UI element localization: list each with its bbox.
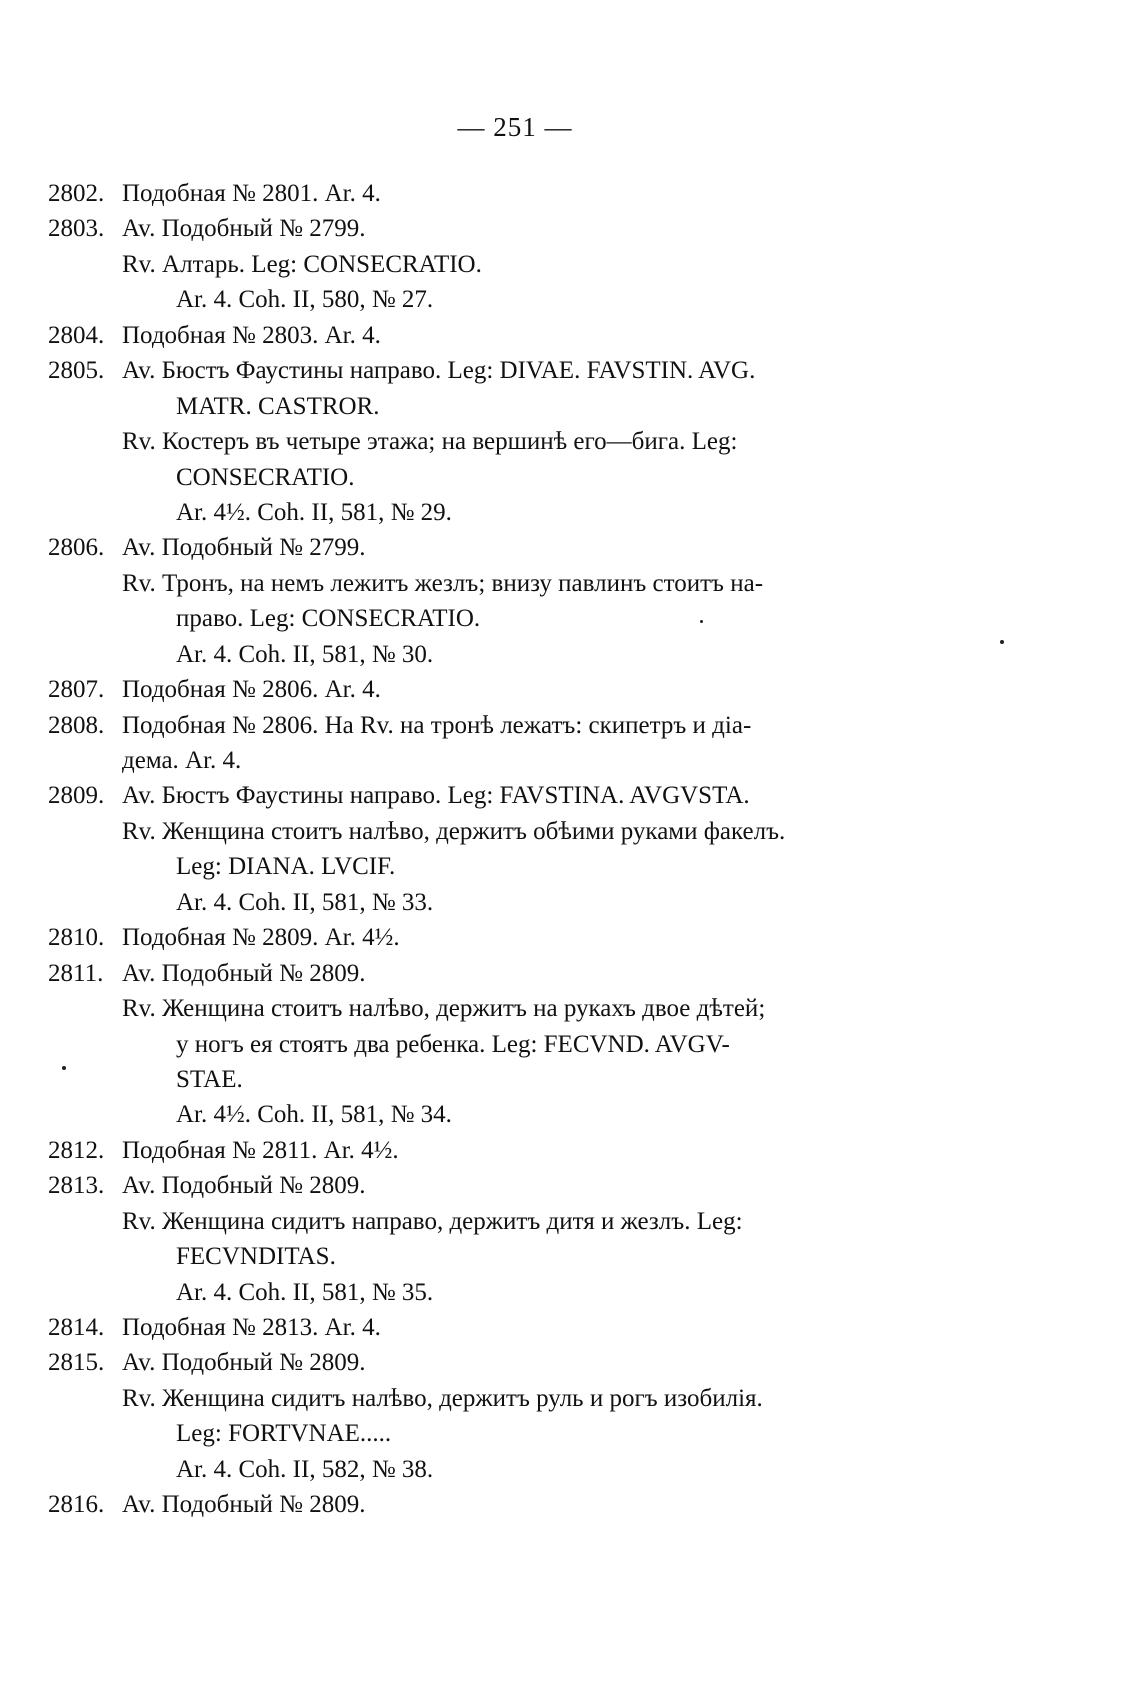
entry-text: Rv. Женщина сидитъ налѣво, держитъ руль и рогъ изобилія. — [122, 1384, 763, 1412]
entry-text: Av. Подобный № 2809. — [122, 1491, 366, 1519]
catalog-continuation-line — [48, 1239, 878, 1274]
entry-text: Rv. Женщина сидитъ направо, держитъ дитя и жезлъ. Leg: — [122, 1207, 743, 1235]
catalog-continuation-line — [48, 1204, 878, 1239]
catalog-continuation-line — [48, 849, 878, 884]
catalog-entry-line — [48, 1168, 878, 1203]
entry-text: Av. Подобный № 2799. — [122, 215, 366, 243]
catalog-continuation-line — [48, 1027, 878, 1062]
entry-number: 2808. — [48, 711, 105, 739]
catalog-continuation-line — [48, 991, 878, 1026]
catalog-continuation-line — [48, 885, 878, 920]
catalog-entries — [48, 176, 878, 1523]
catalog-continuation-line — [48, 282, 878, 317]
entry-text: Rv. Алтарь. Leg: CONSECRATIO. — [122, 250, 482, 278]
entry-number: 2803. — [48, 215, 105, 243]
catalog-entry-line — [48, 353, 878, 388]
catalog-entry-line — [48, 708, 878, 743]
entry-text: Av. Подобный № 2809. — [122, 1349, 366, 1377]
catalog-entry-line — [48, 318, 878, 353]
catalog-entry-line — [48, 778, 878, 813]
catalog-entry-line — [48, 1487, 878, 1522]
entry-number: 2815. — [48, 1349, 105, 1377]
entry-text: Av. Подобный № 2799. — [122, 534, 366, 562]
entry-text: Rv. Костеръ въ четыре этажа; на вершинѣ его—бига. Leg: — [122, 428, 738, 456]
entry-text: Ar. 4½. Coh. II, 581, № 29. — [176, 498, 452, 526]
entry-text: Ar. 4. Coh. II, 580, № 27. — [176, 286, 434, 314]
catalog-continuation-line — [48, 1062, 878, 1097]
entry-number: 2806. — [48, 534, 105, 562]
catalog-continuation-line — [48, 424, 878, 459]
catalog-continuation-line — [48, 1452, 878, 1487]
print-speck — [700, 620, 703, 623]
entry-text: у ногъ ея стоятъ два ребенка. Leg: FECVND. AVGV- — [176, 1030, 730, 1058]
entry-number: 2812. — [48, 1136, 105, 1164]
catalog-entry-line — [48, 530, 878, 565]
catalog-continuation-line — [48, 1416, 878, 1451]
entry-text: Подобная № 2806. На Rv. на тронѣ лежатъ: скипетръ и діа- — [122, 711, 752, 739]
entry-text: Av. Бюстъ Фаустины направо. Leg: DIVAE. FAVSTIN. AVG. — [122, 357, 756, 385]
entry-text: Rv. Женщина стоитъ налѣво, держитъ обѣими руками факелъ. — [122, 817, 786, 845]
entry-text: MATR. CASTROR. — [176, 392, 380, 420]
entry-text: право. Leg: CONSECRATIO. — [176, 605, 481, 633]
catalog-entry-line — [48, 956, 878, 991]
entry-text: FECVNDITAS. — [176, 1243, 336, 1271]
catalog-continuation-line — [48, 460, 878, 495]
catalog-continuation-line — [48, 637, 878, 672]
entry-number: 2814. — [48, 1314, 105, 1341]
entry-text: Ar. 4. Coh. II, 581, № 35. — [176, 1278, 434, 1306]
catalog-entry-line — [48, 1133, 878, 1168]
catalog-continuation-line — [48, 1381, 878, 1416]
entry-text: Подобная № 2801. Ar. 4. — [122, 180, 381, 207]
entry-number: 2807. — [48, 676, 105, 704]
entry-text: Leg: FORTVNAE..... — [176, 1420, 392, 1448]
entry-text: Av. Подобный № 2809. — [122, 959, 366, 987]
catalog-entry-line — [48, 672, 878, 707]
entry-text: Подобная № 2803. Ar. 4. — [122, 321, 381, 349]
entry-number: 2810. — [48, 924, 105, 952]
entry-text: Подобная № 2811. Ar. 4½. — [122, 1136, 399, 1164]
catalog-entry-line — [48, 176, 878, 211]
catalog-continuation-line — [48, 495, 878, 530]
catalog-entry-line — [48, 920, 878, 955]
catalog-entry-line — [48, 211, 878, 246]
entry-text: Ar. 4½. Coh. II, 581, № 34. — [176, 1101, 452, 1129]
entry-text: CONSECRATIO. — [176, 463, 355, 491]
entry-text: Подобная № 2806. Ar. 4. — [122, 676, 381, 704]
entry-number: 2813. — [48, 1172, 105, 1200]
catalog-continuation-line — [48, 247, 878, 282]
catalog-continuation-line — [48, 814, 878, 849]
entry-text: Подобная № 2809. Ar. 4½. — [122, 924, 400, 952]
catalog-continuation-line — [48, 566, 878, 601]
catalog-entry-line — [48, 1310, 878, 1345]
page-number: — 251 — — [457, 112, 573, 142]
print-speck — [1000, 640, 1004, 644]
entry-text: Rv. Тронъ, на немъ лежитъ жезлъ; внизу павлинъ стоитъ на- — [122, 569, 764, 597]
entry-number: 2811. — [48, 959, 104, 987]
catalog-continuation-line — [48, 1275, 878, 1310]
entry-text: Av. Подобный № 2809. — [122, 1172, 366, 1200]
entry-text: Ar. 4. Coh. II, 581, № 30. — [176, 640, 434, 668]
entry-text: Leg: DIANA. LVCIF. — [176, 853, 396, 881]
entry-text: Подобная № 2813. Ar. 4. — [122, 1314, 381, 1341]
entry-text: Av. Бюстъ Фаустины направо. Leg: FAVSTINA. AVGVSTA. — [122, 782, 750, 810]
print-speck — [62, 1066, 66, 1070]
entry-text: Rv. Женщина стоитъ налѣво, держитъ на рукахъ двое дѣтей; — [122, 995, 766, 1023]
entry-text: Ar. 4. Coh. II, 582, № 38. — [176, 1455, 434, 1483]
entry-text: дема. Ar. 4. — [122, 747, 242, 774]
catalog-continuation-line — [48, 1097, 878, 1132]
entry-number: 2804. — [48, 321, 105, 349]
entry-text: Ar. 4. Coh. II, 581, № 33. — [176, 888, 434, 916]
catalog-continuation-line — [48, 743, 878, 778]
entry-number: 2802. — [48, 180, 105, 207]
catalog-continuation-line — [48, 389, 878, 424]
catalog-continuation-line — [48, 601, 878, 636]
entry-number: 2816. — [48, 1491, 105, 1519]
entry-number: 2805. — [48, 357, 105, 385]
entry-number: 2809. — [48, 782, 105, 810]
entry-text: STAE. — [176, 1065, 243, 1093]
catalog-entry-line — [48, 1345, 878, 1380]
